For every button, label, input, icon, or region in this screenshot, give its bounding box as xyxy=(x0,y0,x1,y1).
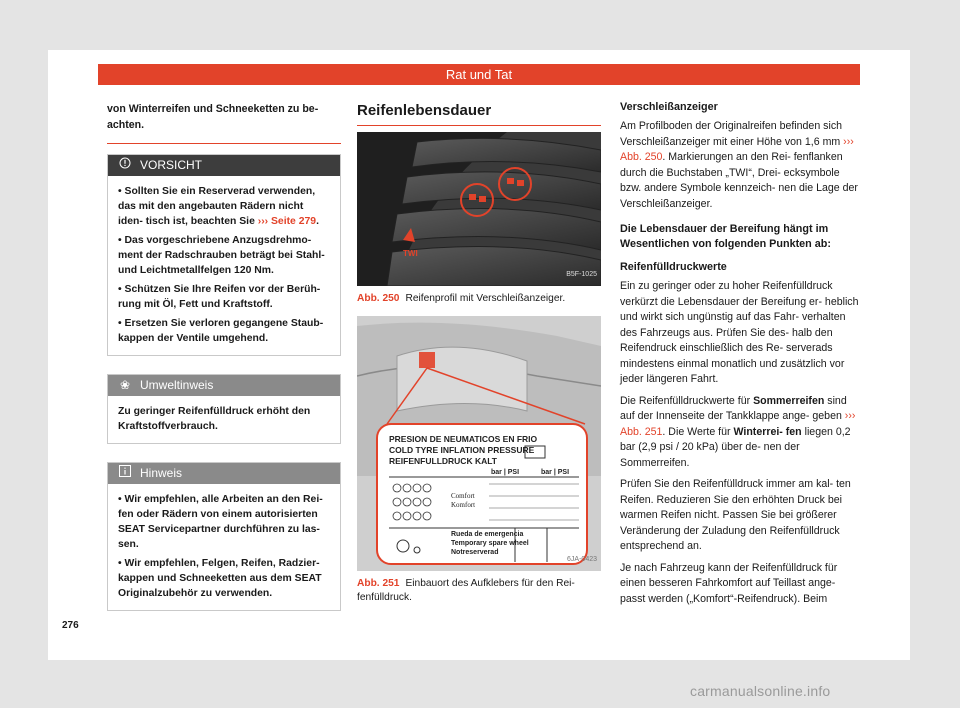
caution-bullet-end: . xyxy=(316,216,319,227)
twi-label: TWI xyxy=(403,248,418,258)
subheading-pressure-values: Reifenfülldruckwerte xyxy=(620,261,727,273)
caution-bullet: • Sollten Sie ein Reserverad verwenden, das mit den angebauten Rädern nicht iden- tisch ist, beachten Sie ››› Seite 279. xyxy=(118,186,319,227)
note-bullet: • Wir empfehlen, alle Arbeiten an den Rei- fen oder Rädern von einem autorisierten SEAT Servicepartner durchführen zu las- sen. xyxy=(118,494,323,550)
fuel-flap-sticker-image xyxy=(357,316,601,571)
caution-box xyxy=(107,154,341,356)
divider xyxy=(107,143,341,144)
paragraph xyxy=(620,394,860,472)
spare-line-1: Rueda de emergencia xyxy=(451,530,524,538)
right-column xyxy=(620,100,860,613)
figure-250-caption xyxy=(357,292,601,306)
watermark: carmanualsonline.info xyxy=(690,683,831,699)
sticker-unit-2: bar | PSI xyxy=(541,468,570,476)
section-title: Reifenlebensdauer xyxy=(357,102,492,119)
chapter-title: Rat und Tat xyxy=(445,67,513,82)
page-link[interactable]: ››› Seite 279 xyxy=(257,216,317,227)
paragraph-text: liegen 0,2 bar (2,9 psi / 20 kPa) über de- nen der Sommerreifen. xyxy=(620,425,851,469)
figure-251 xyxy=(357,316,601,571)
note-bullet-text: Wir empfehlen, alle Arbeiten an den Rei- fen oder Rädern von einem autorisierten SEAT Servicepartner durchführen zu las- sen. xyxy=(118,494,323,550)
note-title: Hinweis xyxy=(140,466,183,480)
figure-250 xyxy=(357,132,601,286)
section-divider xyxy=(357,125,601,126)
caption-text: Einbauort des Aufklebers für den Rei- fenfülldruck. xyxy=(357,577,575,603)
subheading-lifespan: Die Lebensdauer der Bereifung hängt im Wesentlichen von folgenden Punkten ab: xyxy=(620,223,831,250)
caption-text: Reifenprofil mit Verschleißanzeiger. xyxy=(405,292,566,304)
leaf-icon: ❀ xyxy=(119,378,131,392)
paragraph-text: Am Profilboden der Originalreifen befinden sich Verschleißanzeiger mit einer Höhe von 1,6 mm xyxy=(620,120,844,148)
environment-box xyxy=(107,374,341,444)
figure-link[interactable]: ››› Abb. 251 xyxy=(620,410,856,438)
paragraph: Je nach Fahrzeug kann der Reifenfülldruck für einen besseren Fahrkomfort auf Teillast ange- passt werden („Komfort“-Reifendruck). Beim xyxy=(620,561,838,605)
note-body xyxy=(108,484,340,610)
paragraph-text: Die Reifenfülldruckwerte für xyxy=(620,394,754,407)
sticker-line-3: REIFENFULLDRUCK KALT xyxy=(389,455,497,466)
intro-text: von Winterreifen und Schneeketten zu be- achten. xyxy=(107,103,319,131)
note-box xyxy=(107,462,341,611)
spare-line-3: Notreserverad xyxy=(451,548,499,556)
figure-code: 6JA-0423 xyxy=(567,556,597,563)
page-number: 276 xyxy=(62,620,79,631)
paragraph-text: sind auf der Innenseite der Tankklappe ange- geben xyxy=(620,394,847,422)
warning-circle-icon xyxy=(116,155,134,176)
tire-tread-image xyxy=(357,132,601,286)
sticker-line-1: PRESION DE NEUMATICOS EN FRIO xyxy=(389,433,538,444)
info-icon xyxy=(116,463,134,484)
environment-box-header xyxy=(108,375,340,396)
sticker-unit-1: bar | PSI xyxy=(491,468,520,476)
note-bullet-text: Wir empfehlen, Felgen, Reifen, Radzier- kappen und Schneeketten aus dem SEAT Originalzubehör zu verwenden. xyxy=(118,558,322,599)
caution-bullet: • Schützen Sie Ihre Reifen vor der Berüh- rung mit Öl, Fett und Kraftstoff. xyxy=(118,284,321,310)
paragraph-text: . Die Werte für xyxy=(662,425,734,438)
paragraph: Prüfen Sie den Reifenfülldruck immer am kal- ten Reifen. Reduzieren Sie den erhöhten Druck bei warmen Reifen nicht. Passen Sie bei größerer Veränderung der Zuladung den Reifenfülldruck entsprechend an. xyxy=(620,478,851,552)
environment-body xyxy=(108,396,340,443)
left-column xyxy=(107,100,341,625)
caution-bullet-text: Sollten Sie ein Reserverad verwenden, das mit den angebauten Rädern nicht iden- tisch ist, beachten Sie xyxy=(118,186,316,227)
note-bullet: • Wir empfehlen, Felgen, Reifen, Radzier- kappen und Schneeketten aus dem SEAT Originalzubehör zu verwenden. xyxy=(118,558,322,599)
paragraph xyxy=(620,119,860,212)
caution-box-header xyxy=(108,155,340,176)
figure-251-caption xyxy=(357,577,601,605)
comfort-label: Comfort xyxy=(451,491,475,500)
figure-label: Abb. 251 xyxy=(357,577,400,589)
environment-title: Umweltinweis xyxy=(140,378,214,392)
middle-column xyxy=(357,100,601,615)
komfort-label: Komfort xyxy=(451,500,476,509)
paragraph-text: . Markierungen an den Rei- fenflanken durch die Buchstaben „TWI“, Drei- ecksymbole bzw. andere Symbole kennzeich- nen die Lage der Verschleißanzeiger. xyxy=(620,151,858,210)
caution-bullet-text: Schützen Sie Ihre Reifen vor der Berüh- rung mit Öl, Fett und Kraftstoff. xyxy=(118,284,321,310)
caution-bullet-text: Das vorgeschriebene Anzugsdrehmo- ment der Radschrauben beträgt bei Stahl- und Leichtmetallfelgen 120 Nm. xyxy=(118,235,325,276)
caution-title: VORSICHT xyxy=(140,158,203,172)
caution-body xyxy=(108,176,340,355)
subheading-wear-indicator: Verschleißanzeiger xyxy=(620,101,718,113)
caution-bullet: • Das vorgeschriebene Anzugsdrehmo- ment der Radschrauben beträgt bei Stahl- und Leichtmetallfelgen 120 Nm. xyxy=(118,235,325,276)
caution-bullet: • Ersetzen Sie verloren gegangene Staub- kappen der Ventile umgehend. xyxy=(118,318,324,344)
paragraph: Ein zu geringer oder zu hoher Reifenfülldruck verkürzt die Lebensdauer der Bereifung er- heblich und wirkt sich ungünstig auf das Fahr- verhalten des Fahrzeugs aus. Prüfen Sie des- halb den Reifendruck einschließlich des Re- serverads mindestens einmal monatlich und zusätzlich vor jeder längeren Fahrt. xyxy=(620,280,859,385)
caution-bullet-text: Ersetzen Sie verloren gegangene Staub- kappen der Ventile umgehend. xyxy=(118,318,324,344)
figure-link[interactable]: ››› Abb. 250 xyxy=(620,135,854,163)
note-box-header xyxy=(108,463,340,484)
emphasis: Sommerreifen xyxy=(753,394,825,407)
spare-line-2: Temporary spare wheel xyxy=(451,539,529,547)
environment-text: Zu geringer Reifenfülldruck erhöht den Kraftstoffverbrauch. xyxy=(118,406,311,432)
emphasis: Winterrei- fen xyxy=(733,425,802,438)
figure-code: B5F-1025 xyxy=(566,271,597,278)
sticker-line-2: COLD TYRE INFLATION PRESSURE xyxy=(389,444,535,455)
figure-label: Abb. 250 xyxy=(357,292,400,304)
chapter-header xyxy=(98,64,860,85)
